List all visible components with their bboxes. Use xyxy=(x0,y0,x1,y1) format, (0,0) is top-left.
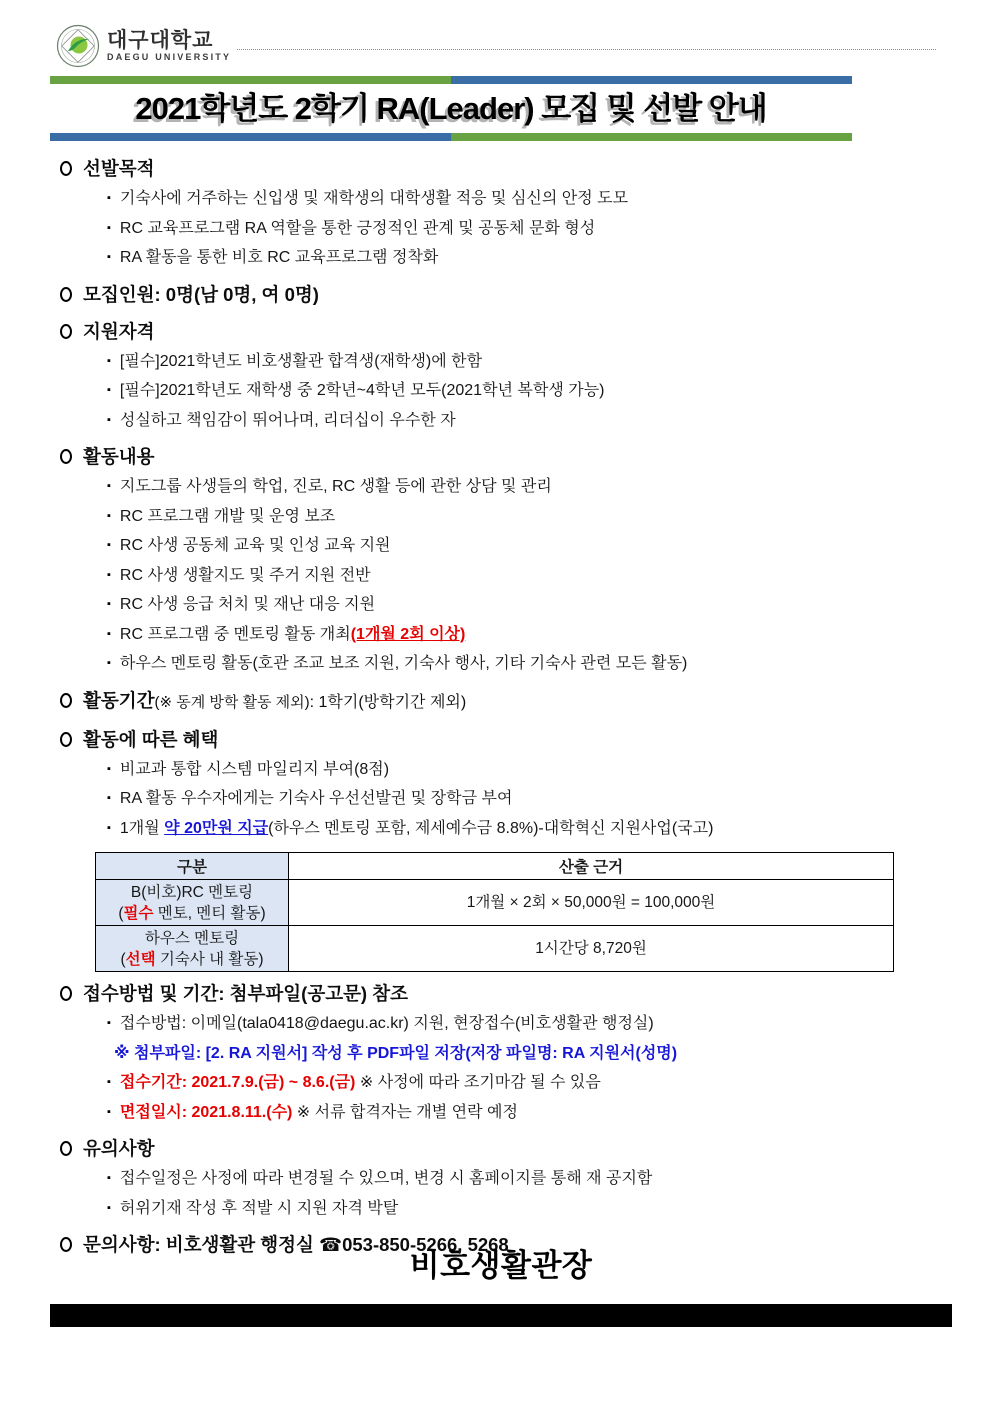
header-dotted-rule xyxy=(237,49,936,50)
table-cell-basis: 1시간당 8,720원 xyxy=(289,926,894,972)
category-sub-text: ( xyxy=(118,904,124,922)
list-item xyxy=(60,472,952,502)
table-cell-basis: 1개월 × 2회 × 50,000원 = 100,000원 xyxy=(289,880,894,926)
list-item-text: [필수]2021학년도 재학생 중 2학년~4학년 모두(2021학년 복학생 가능) xyxy=(119,382,605,399)
list-item-text: RC 교육프로그램 RA 역할을 통한 긍정적인 관계 및 공동체 문화 형성 xyxy=(119,219,596,237)
list-item-text: 하우스 멘토링 활동(호관 조교 보조 지원, 기숙사 행사, 기타 기숙사 관련 모든 활동) xyxy=(119,655,688,672)
document-body xyxy=(60,153,952,1260)
list-item xyxy=(60,531,952,561)
bullet-icon: ▪ xyxy=(107,598,111,610)
section-title: 문의사항: 비호생활관 행정실 ☎053-850-5266, 5268 xyxy=(83,1234,509,1255)
table-cell-category xyxy=(96,926,289,972)
list-item-text: 1개월 xyxy=(119,819,165,837)
section-title: 활동내용 xyxy=(83,446,155,467)
section-marker-icon xyxy=(60,986,72,1001)
bullet-icon: ▪ xyxy=(107,627,111,640)
list-item-text: RC 프로그램 중 멘토링 활동 개최 xyxy=(119,625,351,643)
list-item xyxy=(60,214,952,244)
bullet-icon: ▪ xyxy=(107,821,111,834)
period-value: : 1학기(방학기간 제외) xyxy=(309,693,467,711)
section-title: 지원자격 xyxy=(83,320,155,342)
table-row xyxy=(96,926,894,972)
section-heading-purpose xyxy=(60,153,952,184)
section-heading-period xyxy=(60,685,952,718)
section-title: 활동기간 xyxy=(83,689,155,711)
title-bottom-rule xyxy=(50,133,852,141)
category-required-highlight: 필수 xyxy=(123,904,154,922)
category-name: 하우스 멘토링 xyxy=(144,929,240,947)
bullet-icon: ▪ xyxy=(107,192,111,204)
category-sub xyxy=(96,949,288,970)
rule-green-segment xyxy=(50,76,451,84)
list-item-text: [필수]2021학년도 비호생활관 합격생(재학생)에 한함 xyxy=(119,352,483,370)
list-item-text: 기숙사에 거주하는 신입생 및 재학생의 대학생활 적응 및 심신의 안정 도모 xyxy=(119,190,629,207)
rule-blue-segment xyxy=(451,76,852,84)
section-title: 유의사항 xyxy=(83,1138,155,1159)
list-item xyxy=(60,755,952,785)
university-name xyxy=(107,30,231,63)
section-heading-eligibility xyxy=(60,316,952,347)
section-title: 모집인원: 0명(남 0명, 여 0명) xyxy=(83,283,319,305)
bullet-icon: ▪ xyxy=(107,1172,111,1184)
section-marker-icon xyxy=(60,732,72,747)
table-header-basis: 산출 근거 xyxy=(289,853,894,880)
pay-amount-highlight: 약 20만원 지급 xyxy=(164,819,269,837)
list-item-application-period xyxy=(60,1068,952,1098)
list-item xyxy=(60,561,952,591)
list-item-text: RC 사생 응급 처치 및 재난 대응 지원 xyxy=(119,596,376,613)
university-name-kr: 대구대학교 xyxy=(107,28,214,52)
university-emblem-icon xyxy=(56,24,100,68)
pay-calculation-table xyxy=(95,852,894,972)
university-logo xyxy=(0,0,992,68)
section-heading-application xyxy=(60,978,952,1009)
table-row xyxy=(96,880,894,926)
application-period-highlight: 접수기간: 2021.7.9.(금) ~ 8.6.(금) xyxy=(119,1074,356,1091)
section-marker-icon xyxy=(60,449,72,464)
section-heading-benefits xyxy=(60,724,952,755)
category-sub-text: ( xyxy=(120,950,126,968)
section-marker-icon xyxy=(60,287,72,302)
bullet-icon: ▪ xyxy=(107,1017,111,1029)
university-name-en: DAEGU UNIVERSITY xyxy=(107,51,232,62)
bullet-icon: ▪ xyxy=(107,792,111,804)
list-item-text: RA 활동을 통한 비호 RC 교육프로그램 정착화 xyxy=(119,249,439,266)
table-header-row xyxy=(96,853,894,880)
period-note: (※ 동계 방학 활동 제외) xyxy=(154,693,310,711)
section-marker-icon xyxy=(60,693,72,708)
footer-black-bar xyxy=(50,1304,952,1327)
section-title: 선발목적 xyxy=(83,158,155,179)
list-item xyxy=(60,649,952,679)
bullet-icon: ▪ xyxy=(107,1076,111,1088)
list-item xyxy=(60,1164,952,1194)
bullet-icon: ▪ xyxy=(107,568,111,581)
bullet-icon: ▪ xyxy=(107,1105,111,1118)
bullet-icon: ▪ xyxy=(107,413,111,426)
bullet-icon: ▪ xyxy=(107,539,111,551)
table-cell-category xyxy=(96,880,289,926)
list-item xyxy=(60,502,952,532)
list-item xyxy=(60,243,952,273)
list-item xyxy=(60,184,952,214)
list-item-mentoring xyxy=(60,620,952,650)
category-sub-text: 멘토, 멘티 활동) xyxy=(153,904,266,922)
bullet-icon: ▪ xyxy=(107,762,111,775)
list-item xyxy=(60,1009,952,1039)
list-item-text: RA 활동 우수자에게는 기숙사 우선선발권 및 장학금 부여 xyxy=(119,790,513,807)
title-top-rule xyxy=(50,76,852,84)
category-sub-text: 기숙사 내 활동) xyxy=(155,950,264,968)
list-item-interview-date xyxy=(60,1098,952,1128)
list-item-text: RC 프로그램 개발 및 운영 보조 xyxy=(119,507,336,525)
section-heading-notes xyxy=(60,1133,952,1164)
category-name: B(비호)RC 멘토링 xyxy=(130,883,254,901)
list-item-text: 성실하고 책임감이 뛰어나며, 리더십이 우수한 자 xyxy=(119,411,456,429)
list-item-text: 지도그룹 사생들의 학업, 진로, RC 생활 등에 관한 상담 및 관리 xyxy=(119,478,552,495)
bullet-icon: ▪ xyxy=(107,251,111,263)
rule-blue-segment xyxy=(50,133,451,141)
section-marker-icon xyxy=(60,161,72,176)
section-heading-recruit-count xyxy=(60,279,952,310)
section-marker-icon xyxy=(60,324,72,339)
bullet-icon: ▪ xyxy=(107,480,111,492)
bullet-icon: ▪ xyxy=(107,354,111,367)
signature-title: 비호생활관장 xyxy=(409,1248,593,1283)
bullet-icon: ▪ xyxy=(107,221,111,234)
list-item-text: RC 사생 공동체 교육 및 인성 교육 지원 xyxy=(119,537,391,554)
rule-green-segment xyxy=(451,133,852,141)
list-item-text: (하우스 멘토링 포함, 제세예수금 8.8%)-대학혁신 지원사업(국고) xyxy=(268,819,714,837)
list-item xyxy=(60,784,952,814)
bullet-icon: ▪ xyxy=(107,1201,111,1214)
section-marker-icon xyxy=(60,1141,72,1156)
mentoring-frequency-highlight: (1개월 2회 이상) xyxy=(350,625,466,643)
list-item xyxy=(60,347,952,377)
list-item-text: ※ 서류 합격자는 개별 연락 예정 xyxy=(292,1103,518,1121)
list-item-text: RC 사생 생활지도 및 주거 지원 전반 xyxy=(119,566,371,584)
list-item xyxy=(60,406,952,436)
list-item-pay xyxy=(60,814,952,844)
list-item xyxy=(60,590,952,620)
list-item-text: ※ 사정에 따라 조기마감 될 수 있음 xyxy=(355,1074,601,1091)
category-sub xyxy=(96,903,288,924)
table-header-category: 구분 xyxy=(96,853,289,880)
list-item-text: 비교과 통합 시스템 마일리지 부여(8점) xyxy=(119,760,390,778)
category-optional-highlight: 선택 xyxy=(125,950,156,968)
list-item xyxy=(60,1194,952,1224)
attachment-note xyxy=(60,1039,952,1069)
section-heading-activities xyxy=(60,441,952,472)
section-title: 접수방법 및 기간: 첨부파일(공고문) 참조 xyxy=(83,983,408,1004)
section-title: 활동에 따른 혜택 xyxy=(83,728,219,750)
list-item-text: 허위기재 작성 후 적발 시 지원 자격 박탈 xyxy=(119,1199,399,1217)
attachment-note-text: ※ 첨부파일: [2. RA 지원서] 작성 후 PDF파일 저장(저장 파일명: RA 지원서(성명) xyxy=(114,1044,678,1062)
list-item-text: 접수방법: 이메일(tala0418@daegu.ac.kr) 지원, 현장접수(비호생활관 행정실) xyxy=(119,1015,654,1032)
list-item-text: 접수일정은 사정에 따라 변경될 수 있으며, 변경 시 홈페이지를 통해 재 공지함 xyxy=(119,1170,653,1187)
bullet-icon: ▪ xyxy=(107,509,111,522)
list-item xyxy=(60,376,952,406)
page-title: 2021학년도 2학기 RA(Leader) 모집 및 선발 안내 xyxy=(135,91,767,126)
interview-date-highlight: 면접일시: 2021.8.11.(수) xyxy=(119,1103,293,1121)
bullet-icon: ▪ xyxy=(107,384,111,396)
bullet-icon: ▪ xyxy=(107,657,111,669)
